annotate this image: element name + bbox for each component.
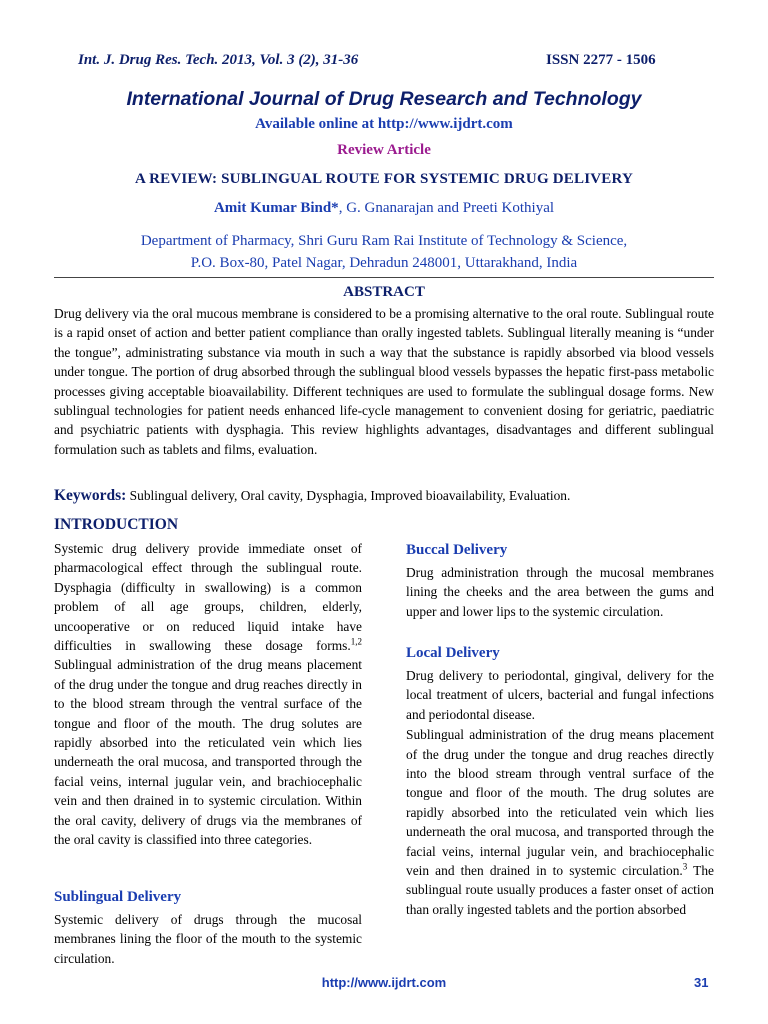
abstract-heading: ABSTRACT (343, 284, 425, 300)
buccal-text: Drug administration through the mucosal membranes lining the cheeks and the area between the gums and upper and lower lips to the systemic circulation. (406, 565, 714, 619)
local-text-1: Drug delivery to periodontal, gingival, delivery for the local treatment of ulcers, bacterial and fungal infections and periodontal disease. (406, 668, 714, 722)
authors (0, 200, 768, 217)
buccal-heading: Buccal Delivery (406, 542, 508, 558)
local-heading: Local Delivery (406, 645, 500, 661)
keywords-text: Sublingual delivery, Oral cavity, Dysphagia, Improved bioavailability, Evaluation. (126, 488, 571, 503)
other-authors: , G. Gnanarajan and Preeti Kothiyal (338, 200, 555, 216)
local-ref: 3 (682, 861, 688, 872)
sublingual-body (54, 910, 362, 968)
footer-url[interactable]: http://www.ijdrt.com (321, 975, 447, 990)
introduction-body (54, 539, 362, 850)
issn: ISSN 2277 - 1506 (546, 52, 656, 68)
keywords (54, 487, 714, 505)
keywords-label: Keywords: (54, 487, 127, 504)
article-title: A REVIEW: SUBLINGUAL ROUTE FOR SYSTEMIC DRUG DELIVERY (134, 171, 634, 187)
lead-author: Amit Kumar Bind* (213, 200, 339, 216)
page-number: 31 (694, 975, 709, 990)
available-online[interactable]: Available online at http://www.ijdrt.com (255, 116, 513, 132)
intro-para-a: Systemic drug delivery provide immediate onset of pharmacological effect through the sublingual route. Dysphagia (difficulty in swallowing) is a common problem of all age groups, children, elderly, uncooperative or on reduced liquid intake have difficulties in swallowing these dosage forms. (54, 541, 362, 654)
citation: Int. J. Drug Res. Tech. 2013, Vol. 3 (2), 31-36 (78, 52, 359, 68)
sublingual-text: Systemic delivery of drugs through the mucosal membranes lining the floor of the mouth to the systemic circulation. (54, 912, 362, 966)
abstract-text: Drug delivery via the oral mucous membrane is considered to be a promising alternative to the oral route. Sublingual route is a rapid onset of action and better patient compliance than orally ingested tablets. Sublingual literally meaning is “under the tongue”, administrating substance via mouth in such a way that the substance is rapidly absorbed via blood vessels under tongue. The portion of drug absorbed through the sublingual blood vessels bypasses the hepatic first-pass metabolic processes giving acceptable bioavailability. Different techniques are used to formulate the sublingual dosage forms. New sublingual technologies for patient needs enhanced life-cycle management to convenient dosing for geriatric, paediatric and psychiatric patients with dysphagia. This review highlights advantages, disadvantages and different sublingual formulation such as tablets and films, evaluation. (54, 306, 714, 457)
sublingual-heading: Sublingual Delivery (54, 889, 182, 905)
local-text-2 (406, 725, 714, 919)
local-text-2a: Sublingual administration of the drug means placement of the drug under the tongue and drug reaches directly into the blood stream through ventral surface of the tongue and floor of the mouth. The drug solutes are rapidly absorbed into the reticulated vein which lies underneath the oral mucosa, and transported through the facial veins, internal jugular vein, and brachiocephalic vein and then drained in to systemic circulation. (406, 727, 714, 879)
local-text-2b: The sublingual route usually produces a faster onset of action than orally ingested tablets and the portion absorbed (406, 863, 714, 917)
abstract-body (54, 304, 714, 459)
article-type: Review Article (337, 142, 431, 158)
journal-title: International Journal of Drug Research and Technology (126, 88, 642, 110)
affiliation-line-1: Department of Pharmacy, Shri Guru Ram Rai Institute of Technology & Science, (140, 233, 628, 249)
introduction-heading: INTRODUCTION (54, 516, 179, 533)
affiliation-line-2: P.O. Box-80, Patel Nagar, Dehradun 248001, Uttarakhand, India (190, 255, 578, 271)
intro-para-b: Sublingual administration of the drug means placement of the drug under the tongue and drug reaches directly in to the blood stream through the ventral surface of the tongue and floor of the mouth. The drug solutes are rapidly absorbed into the reticulated vein which lies underneath the oral mucosa, and transported through the facial veins, internal jugular vein, and brachiocephalic vein and then drained in to systemic circulation. Within the oral cavity, delivery of drugs via the membranes of the oral cavity is classified into three categories. (54, 657, 362, 848)
local-body (406, 666, 714, 919)
header-divider (54, 277, 714, 278)
buccal-body (406, 563, 714, 621)
intro-ref: 1,2 (350, 636, 362, 647)
introduction-text (54, 539, 362, 850)
